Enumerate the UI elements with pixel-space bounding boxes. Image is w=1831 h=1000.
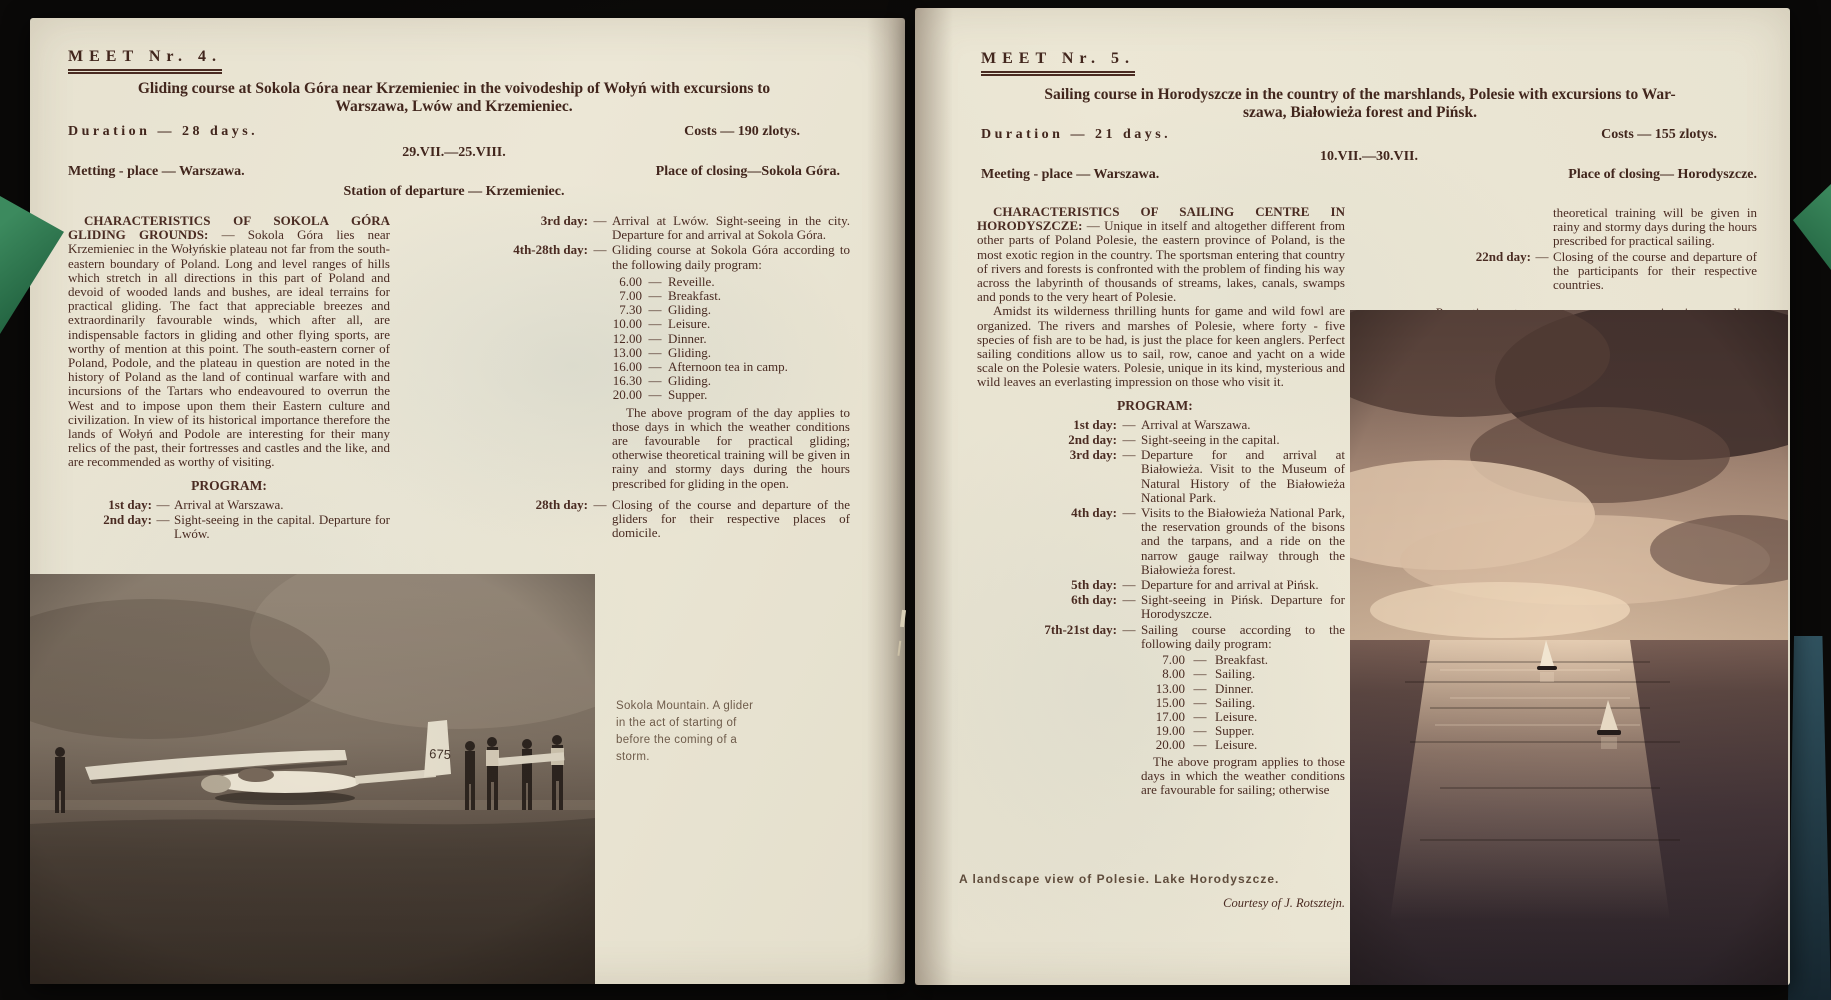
meet-4-title [68,80,840,116]
day-label: 1st day: [108,496,152,512]
dash: — [1193,723,1207,739]
program-heading: PROGRAM: [1117,397,1193,413]
day-text: Arrival at Warszawa. [1141,416,1251,432]
place-of-closing-label: Place of closing—Sokola Góra. [655,164,840,179]
schedule-activity: Leisure. [668,316,711,332]
duration-label: Duration — 28 days. [68,124,259,139]
green-mat-corner-right [1793,184,1831,270]
schedule-time: 16.00 [612,359,642,375]
glider-photo [30,574,595,984]
schedule-activity: Reveille. [668,273,715,289]
lake-photo [1350,310,1788,985]
dash: — [1122,592,1136,608]
schedule-activity: Gliding. [668,344,711,360]
schedule-note: The above program of the day applies to those days in which the weather conditions are favourable for practical gliding; otherwise theoretical training will be given in rainy and stormy days during the hours prescribed for gliding in the open. [612,404,850,491]
schedule-activity: Breakfast. [1215,652,1269,668]
dash: — [648,359,662,375]
day-label: 2nd day: [1068,432,1117,448]
dash: — [1193,680,1207,696]
daily-schedule [594,275,850,403]
schedule-activity: Supper. [668,387,708,403]
schedule-activity: Gliding. [668,302,711,318]
dash: — [648,387,662,403]
schedule-activity: Sailing. [1215,666,1256,682]
duration-label: Duration — 21 days. [981,127,1172,142]
meet-4-heading: MEET Nr. 4. [68,48,222,74]
schedule-time: 15.00 [1155,694,1185,710]
glider-photo-caption: Sokola Mountain. A glider in the act of starting of before the coming of a storm. [616,700,754,763]
day-text: Departure for and arrival at Pińsk. [1141,577,1319,593]
day-text: Arrival at Warszawa. [174,496,284,512]
meet-5-meta-row-2 [981,167,1757,183]
station-of-departure-label: Station of departure — Krzemieniec. [343,184,565,199]
photo-credit: Courtesy of J. Rotsztejn. [1223,896,1345,910]
meet-5-column-1 [977,205,1345,797]
day-text: Sight-seeing in the capital. Departure for Lwów. [174,512,390,542]
day-label: 7th-21st day: [1044,621,1117,637]
continuation-text: theoretical training will be given in rainy and stormy days during the hours prescribed for practical sailing. [1553,205,1757,249]
dash: — [648,273,662,289]
schedule-time: 8.00 [1162,666,1185,682]
dash: — [1193,708,1207,724]
day-text: Closing of the course and departure of the participants for their respective countries. [1553,248,1757,293]
schedule-time: 6.00 [619,273,642,289]
dash: — [156,496,170,512]
lake-photo-caption: A landscape view of Polesie. Lake Horodyszcze. [959,872,1280,886]
costs-label: Costs — 155 zlotys. [1601,127,1717,142]
day-label: 22nd day: [1475,248,1531,264]
dash: — [648,302,662,318]
place-of-closing-label: Place of closing— Horodyszcze. [1568,167,1757,182]
meet-5-meta-row-1 [981,127,1757,143]
dash: — [593,213,607,228]
program-days-1-2 [68,498,390,542]
page-meet-4 [30,18,905,984]
meeting-place-label: Metting - place — Warszawa. [68,164,245,179]
schedule-time: 12.00 [612,330,642,346]
day-label: 1st day: [1073,416,1117,432]
schedule-activity: Leisure. [1215,708,1258,724]
day-text: Sight-seeing in Pińsk. Departure for Horodyszcze. [1141,592,1345,622]
program-days-1-21 [977,418,1345,651]
binding-stitch [900,610,906,627]
schedule-activity: Supper. [1215,723,1255,739]
dash: — [648,330,662,346]
page-meet-5 [915,8,1790,985]
spacer [1435,206,1531,249]
dash: — [1193,694,1207,710]
meet-4-title-line2: Warszawa, Lwów and Krzemieniec. [335,98,573,115]
dash: — [648,344,662,360]
dash: — [1122,447,1136,463]
schedule-time: 7.00 [619,288,642,304]
day-label: 4th-28th day: [513,242,588,258]
schedule-time: 13.00 [1155,680,1185,696]
spacer [1531,206,1553,249]
schedule-activity: Gliding. [668,373,711,389]
meet-5-title [971,86,1749,122]
schedule-time: 20.00 [1155,737,1185,753]
dash: — [1193,666,1207,682]
closing-day-block [1435,206,1757,292]
daily-schedule [1137,653,1345,752]
dash: — [1122,505,1136,521]
characteristics-lead: CHARACTERISTICS OF SAILING CENTRE IN HORODYSZCZE: [977,204,1345,234]
meet-5-title-line1: Sailing course in Horodyszcze in the country of the marshlands, Polesie with excursions to War- [1044,86,1676,103]
binding-shadow-right-page [915,8,953,985]
dash: — [156,512,170,528]
meet-4-meta-row-1 [68,124,840,140]
day-label: 5th day: [1071,577,1117,593]
glider-photo-art [30,574,595,984]
costs-label: Costs — 190 zlotys. [684,124,800,139]
meet-4-column-1 [68,214,390,541]
day-text: Sailing course according to the following daily program: [1141,621,1345,651]
schedule-time: 20.00 [612,387,642,403]
meet-5-heading: MEET Nr. 5. [981,50,1135,76]
meeting-place-label: Meeting - place — Warszawa. [981,167,1160,182]
schedule-time: 17.00 [1155,708,1185,724]
schedule-time: 16.30 [612,373,642,389]
course-dates: 29.VII.—25.VIII. [402,145,506,160]
binding-shadow-left-page [867,18,905,984]
schedule-activity: Dinner. [1215,680,1254,696]
day-label: 6th day: [1071,592,1117,608]
schedule-time: 13.00 [612,344,642,360]
day-text: Departure for and arrival at Białowieża. Visit to the Museum of Natural History of the Białowieża National Park. [1141,447,1345,505]
characteristics-paragraph [977,205,1345,304]
lake-photo-art [1350,310,1788,985]
day-text: Sight-seeing in the capital. [1141,432,1280,448]
schedule-time: 7.00 [1162,652,1185,668]
day-text: Arrival at Lwów. Sight-seeing in the city. Departure for and arrival at Sokola Góra. [612,213,850,243]
dash: — [648,373,662,389]
day-text: Visits to the Białowieża National Park, the reservation grounds of the bisons and the tarpans, and a ride on the narrow gauge railway through the Białowieża forest. [1141,505,1345,577]
characteristics-body: — Sokola Góra lies near Krzemieniec in the Wołyńskie plateau not far from the south-eastern boundary of Poland. Long and level ranges of hills which stretch in all directions in this part of Poland and devoid of wooded lands and bushes, are ideal terrains for practical gliding. The fact that appreciable breezes and extraordinarily favourable winds, which after all, are indispensable factors in gliding and other flying sports, are worthy of mention at this point. The south-eastern corner of Poland, Podole, and the plateau in question are noted in the history of Poland as the land of continual warfare with and incursions of the Tartars who endeavoured to overrun the West and to impose upon them their Eastern culture and civilization. In view of its historical importance therefore the lands of Wołyń and Podole are interesting for their many relics of the past, their fortresses and castles and the like, and are recommended as worthy of visiting. [68,227,391,470]
day-text: Closing of the course and departure of the gliders for their respective places of domicile. [612,496,850,541]
program-days-3-28 [490,214,850,272]
dash: — [593,242,607,258]
meet-5-title-line2: szawa, Białowieża forest and Pińsk. [1243,104,1477,121]
blue-cover-edge [1788,636,1831,1000]
characteristics-body: — Unique in itself and altogether different from other parts of Poland Polesie, the eastern province of Poland, is the most exotic region in the country. The sportsman entering that country of rivers and forests is confronted with the problem of finding his way across the labyrinth of thousands of streams, lakes, canals, swamps and ponds to the very heart of Polesie. [977,218,1345,305]
schedule-time: 19.00 [1155,723,1185,739]
schedule-activity: Leisure. [1215,737,1258,753]
day-label: 2nd day: [103,512,152,528]
meet-4-title-line1: Gliding course at Sokola Góra near Krzemieniec in the voivodeship of Wołyń with excursions to [137,80,771,97]
dash: — [1122,577,1136,593]
schedule-activity: Dinner. [668,330,707,346]
dash: — [648,316,662,332]
characteristics-paragraph [68,214,390,470]
closing-day-row [490,498,850,541]
schedule-activity: Sailing. [1215,694,1256,710]
course-dates: 10.VII.—30.VII. [1319,149,1418,164]
day-text: Gliding course at Sokola Góra according to the following daily program: [612,242,850,272]
dash: — [593,496,607,512]
meet-4-meta-row-2 [68,164,840,180]
schedule-activity: Afternoon tea in camp. [668,359,788,375]
schedule-note: The above program applies to those days in which the weather conditions are favourable for sailing; otherwise [1141,753,1345,797]
dash: — [1535,248,1549,264]
dash: — [1122,416,1136,432]
day-label: 3rd day: [540,213,588,228]
characteristics-lead: CHARACTERISTICS OF SOKOLA GÓRA GLIDING GROUNDS: [68,213,390,243]
day-label: 3rd day: [1069,447,1117,463]
program-heading: PROGRAM: [191,477,267,493]
schedule-activity: Breakfast. [668,288,722,304]
schedule-time: 10.00 [612,316,642,332]
meet-4-column-2 [490,214,850,540]
day-label: 28th day: [535,496,588,512]
dash: — [1122,621,1136,637]
day-label: 4th day: [1071,505,1117,521]
schedule-time: 7.30 [619,302,642,318]
dash: — [648,288,662,304]
dash: — [1193,737,1207,753]
dash: — [1122,432,1136,448]
characteristics-paragraph-2: Amidst its wilderness thrilling hunts for game and wild fowl are organized. The rivers and marshes of Polesie, where forty - five species of fish are to be had, is just the place for keen anglers. Perfect sailing conditions allow us to sail, row, canoe and yacht on a wide scale on the Polesie waters. Polesie, unique in its kind, mysterious and wild leaves an everlasting impression on those who visit it. [977,303,1345,390]
dash: — [1193,652,1207,668]
